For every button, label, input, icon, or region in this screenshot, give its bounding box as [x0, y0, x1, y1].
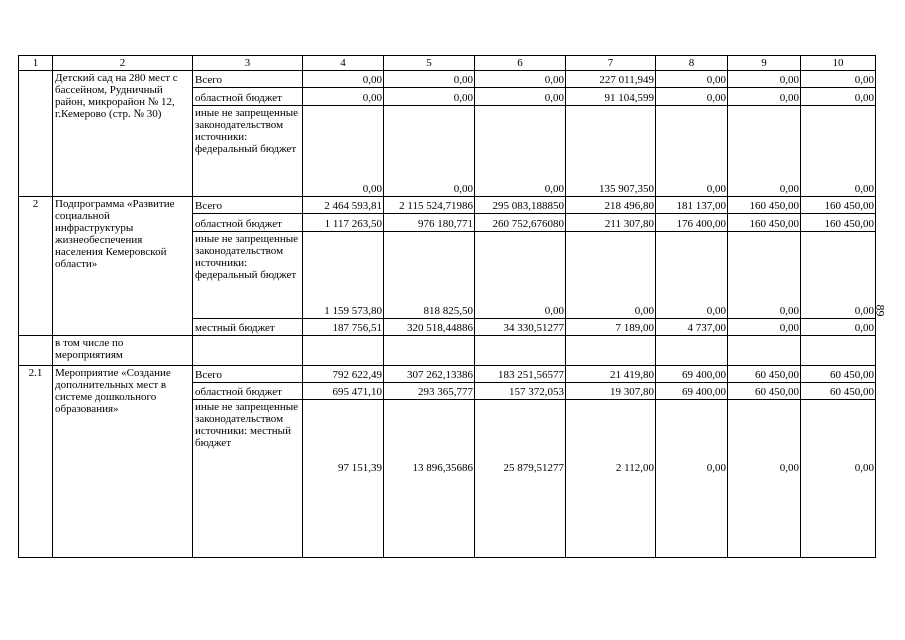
value-cell: 0,00: [475, 106, 566, 197]
table-row: [19, 366, 876, 383]
row-number-cell: 2: [19, 197, 53, 336]
header-cell: 5: [384, 56, 475, 71]
value-cell: 4 737,00: [656, 319, 728, 336]
value-cell: 135 907,350: [566, 106, 656, 197]
value-cell: 2 464 593,81: [303, 197, 384, 214]
header-cell: 9: [728, 56, 801, 71]
value-cell: 91 104,599: [566, 88, 656, 106]
value-cell: 792 622,49: [303, 366, 384, 383]
value-cell: 0,00: [801, 71, 876, 88]
source-cell: областной бюджет: [193, 88, 303, 106]
value-cell: 695 471,10: [303, 383, 384, 400]
value-cell: 7 189,00: [566, 319, 656, 336]
value-cell: 0,00: [801, 88, 876, 106]
value-cell: 21 419,80: [566, 366, 656, 383]
value-cell: 0,00: [566, 232, 656, 319]
source-cell: Всего: [193, 71, 303, 88]
value-cell: 25 879,51277: [475, 400, 566, 558]
header-cell: 4: [303, 56, 384, 71]
value-cell: 211 307,80: [566, 214, 656, 232]
header-cell: 1: [19, 56, 53, 71]
value-cell: 818 825,50: [384, 232, 475, 319]
value-cell: 0,00: [384, 71, 475, 88]
value-cell: 0,00: [728, 88, 801, 106]
value-cell: 0,00: [303, 106, 384, 197]
value-cell: 0,00: [801, 106, 876, 197]
value-cell: 227 011,949: [566, 71, 656, 88]
value-cell: 0,00: [384, 88, 475, 106]
source-cell: иные не запрещенные законодательством источники: местный бюджет: [193, 400, 303, 558]
value-cell: 60 450,00: [801, 383, 876, 400]
value-cell: 97 151,39: [303, 400, 384, 558]
value-cell: 160 450,00: [801, 197, 876, 214]
value-cell: 0,00: [475, 232, 566, 319]
table-row: [19, 336, 876, 366]
value-cell: 295 083,188850: [475, 197, 566, 214]
value-cell: 0,00: [656, 71, 728, 88]
header-cell: 10: [801, 56, 876, 71]
empty-cell: [193, 336, 303, 366]
value-cell: 307 262,13386: [384, 366, 475, 383]
value-cell: 0,00: [303, 88, 384, 106]
value-cell: 160 450,00: [728, 197, 801, 214]
subheading: в том числе по мероприятиям: [53, 336, 193, 366]
measure-name: Мероприятие «Создание дополнительных мест в системе дошкольного образования»: [53, 366, 193, 558]
value-cell: 0,00: [801, 400, 876, 558]
source-cell: иные не запрещенные законодательством источники: федеральный бюджет: [193, 232, 303, 319]
value-cell: 157 372,053: [475, 383, 566, 400]
value-cell: 60 450,00: [801, 366, 876, 383]
value-cell: 69 400,00: [656, 366, 728, 383]
source-cell: Всего: [193, 197, 303, 214]
header-cell: 3: [193, 56, 303, 71]
value-cell: 60 450,00: [728, 366, 801, 383]
value-cell: 0,00: [475, 71, 566, 88]
value-cell: 218 496,80: [566, 197, 656, 214]
page-number: 89: [873, 304, 888, 317]
value-cell: 0,00: [728, 232, 801, 319]
empty-cell: [728, 336, 801, 366]
empty-cell: [303, 336, 384, 366]
value-cell: 19 307,80: [566, 383, 656, 400]
empty-cell: [384, 336, 475, 366]
value-cell: 187 756,51: [303, 319, 384, 336]
table-row: [19, 197, 876, 214]
header-row: [19, 56, 876, 71]
empty-cell: [801, 336, 876, 366]
value-cell: 183 251,56577: [475, 366, 566, 383]
object-name: Детский сад на 280 мест с бассейном, Рудничный район, микрорайон № 12, г.Кемерово (стр. № 30): [53, 71, 193, 197]
source-cell: иные не запрещенные законодательством источники: федеральный бюджет: [193, 106, 303, 197]
source-cell: местный бюджет: [193, 319, 303, 336]
row-number-cell: [19, 336, 53, 366]
header-cell: 7: [566, 56, 656, 71]
value-cell: 2 115 524,71986: [384, 197, 475, 214]
value-cell: 260 752,676080: [475, 214, 566, 232]
value-cell: 34 330,51277: [475, 319, 566, 336]
value-cell: 0,00: [728, 400, 801, 558]
value-cell: 0,00: [475, 88, 566, 106]
table-row: [19, 71, 876, 88]
empty-cell: [566, 336, 656, 366]
value-cell: 160 450,00: [801, 214, 876, 232]
value-cell: 2 112,00: [566, 400, 656, 558]
source-cell: областной бюджет: [193, 214, 303, 232]
empty-cell: [475, 336, 566, 366]
value-cell: 0,00: [728, 71, 801, 88]
header-cell: 8: [656, 56, 728, 71]
value-cell: 1 117 263,50: [303, 214, 384, 232]
value-cell: 160 450,00: [728, 214, 801, 232]
value-cell: 293 365,777: [384, 383, 475, 400]
empty-cell: [656, 336, 728, 366]
value-cell: 0,00: [801, 319, 876, 336]
value-cell: 0,00: [384, 106, 475, 197]
value-cell: 320 518,44886: [384, 319, 475, 336]
row-number-cell: 2.1: [19, 366, 53, 558]
value-cell: 0,00: [656, 106, 728, 197]
value-cell: 0,00: [303, 71, 384, 88]
value-cell: 0,00: [656, 400, 728, 558]
value-cell: 976 180,771: [384, 214, 475, 232]
value-cell: 181 137,00: [656, 197, 728, 214]
value-cell: 13 896,35686: [384, 400, 475, 558]
value-cell: 69 400,00: [656, 383, 728, 400]
header-cell: 6: [475, 56, 566, 71]
value-cell: 60 450,00: [728, 383, 801, 400]
value-cell: 0,00: [728, 319, 801, 336]
budget-table: [18, 55, 876, 558]
source-cell: областной бюджет: [193, 383, 303, 400]
program-name: Подпрограмма «Развитие социальной инфраструктуры жизнеобеспечения населения Кемеровской области»: [53, 197, 193, 336]
row-number-cell: [19, 71, 53, 197]
header-cell: 2: [53, 56, 193, 71]
value-cell: 0,00: [656, 88, 728, 106]
value-cell: 0,00: [728, 106, 801, 197]
value-cell: 0,00: [801, 232, 876, 319]
value-cell: 176 400,00: [656, 214, 728, 232]
source-cell: Всего: [193, 366, 303, 383]
value-cell: 0,00: [656, 232, 728, 319]
value-cell: 1 159 573,80: [303, 232, 384, 319]
